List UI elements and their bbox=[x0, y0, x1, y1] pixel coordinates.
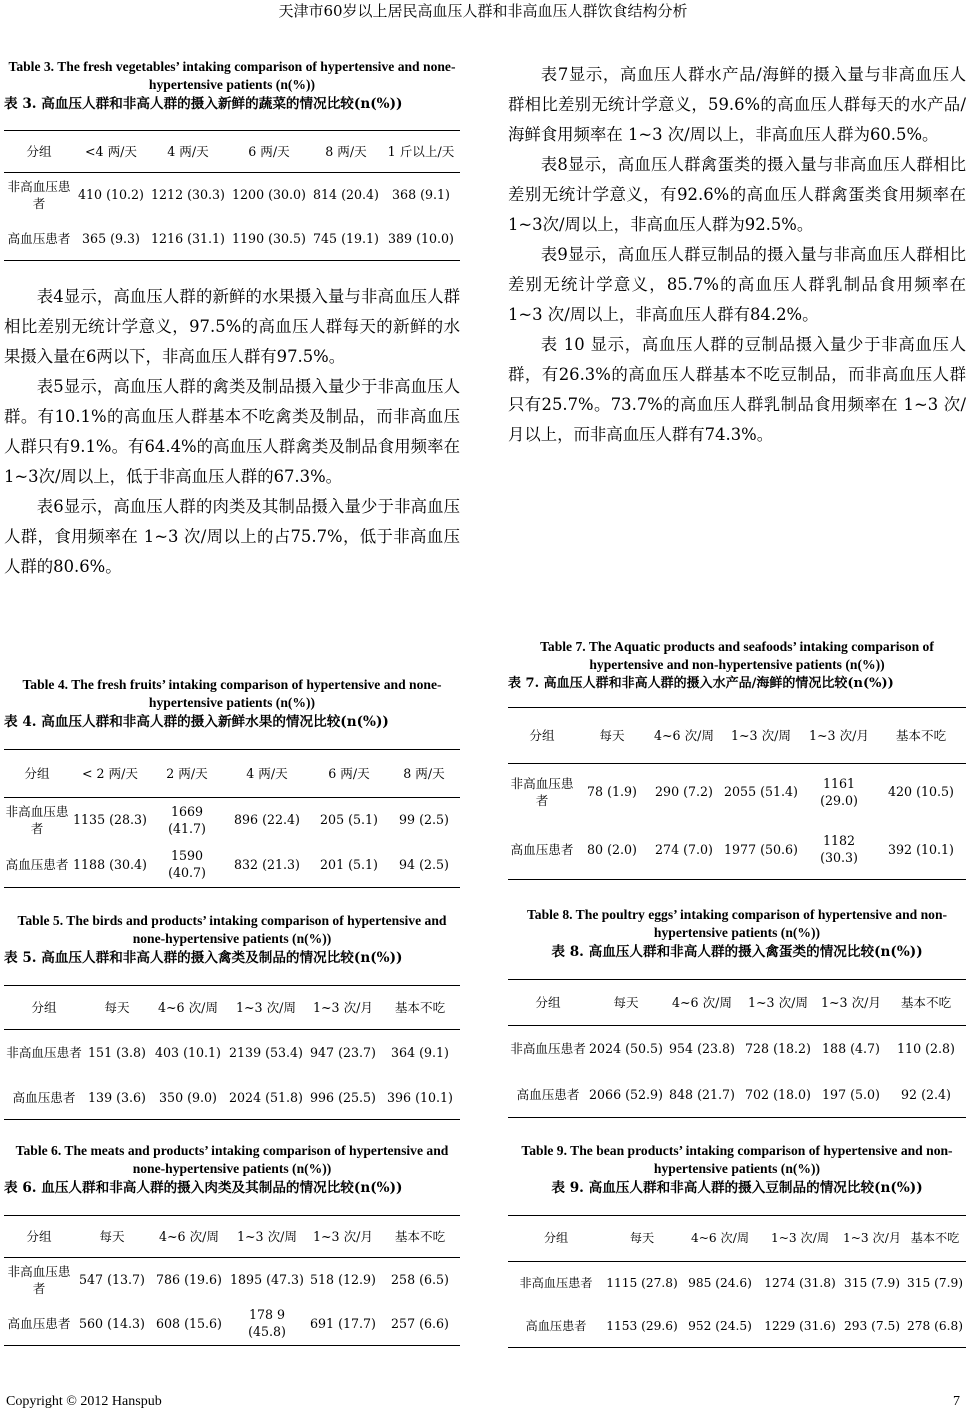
data-table bbox=[4, 130, 460, 261]
value-cell: 1590 (40.7) bbox=[168, 848, 206, 881]
value-cell: 315 (7.9) bbox=[906, 1276, 964, 1291]
value-cell: 99 (2.5) bbox=[399, 812, 449, 828]
group-cell: 非高血压患者 bbox=[6, 1045, 82, 1061]
table-caption-en: Table 5. The birds and products’ intaking comparison of hypertensive and none-hypertensive patients (n(%)) bbox=[17, 913, 447, 946]
column-header: 6 两/天 bbox=[248, 144, 290, 159]
data-table bbox=[4, 985, 460, 1120]
value-cell: 80 (2.0) bbox=[587, 841, 637, 857]
column-header: 4~6 次/周 bbox=[158, 1229, 219, 1244]
value-cell: 188 (4.7) bbox=[822, 1041, 880, 1057]
column-header: <4 两/天 bbox=[85, 144, 137, 159]
column-header: 分组 bbox=[529, 728, 555, 743]
value-cell: 368 (9.1) bbox=[392, 187, 450, 203]
column-header: 4~6 次/周 bbox=[671, 995, 732, 1010]
value-cell: 1216 (31.1) bbox=[151, 230, 225, 246]
paragraph: 表4显示，高血压人群的新鲜的水果摄入量与非高血压人群相比差别无统计学意义，97.5%的高血压人群每天的新鲜的水果摄入量在6两以下，非高血压人群有97.5%。 bbox=[4, 287, 460, 366]
paragraph: 表6显示，高血压人群的肉类及其制品摄入量少于非高血压人群，食用频率在 1~3 次/周以上的占75.7%，低于非高血压人群的80.6%。 bbox=[4, 497, 460, 576]
group-cell: 高血压患者 bbox=[12, 1089, 76, 1105]
value-cell: 389 (10.0) bbox=[388, 230, 454, 246]
value-cell: 197 (5.0) bbox=[822, 1086, 880, 1102]
table-caption-en: Table 8. The poultry eggs’ intaking comparison of hypertensive and non-hypertensive patients (n(%)) bbox=[526, 907, 948, 940]
value-cell: 1161 (29.0) bbox=[820, 775, 858, 808]
group-cell: 高血压患者 bbox=[7, 1315, 71, 1331]
value-cell: 608 (15.6) bbox=[156, 1315, 222, 1331]
table-caption-en: Table 9. The bean products’ intaking comparison of hypertensive and non-hypertensive patients (n(%)) bbox=[521, 1143, 953, 1176]
data-table bbox=[508, 1215, 966, 1348]
column-header: 基本不吃 bbox=[394, 1000, 446, 1015]
table-row bbox=[508, 1262, 966, 1306]
value-cell: 1115 (27.8) bbox=[606, 1276, 678, 1291]
table-caption-zh: 表 4. 高血压人群和非高人群的摄入新鲜水果的情况比较(n(%)) bbox=[4, 714, 389, 730]
column-header: 6 两/天 bbox=[328, 766, 370, 781]
value-cell: 315 (7.9) bbox=[843, 1276, 901, 1291]
table-row bbox=[508, 764, 966, 820]
value-cell: 78 (1.9) bbox=[587, 784, 637, 800]
value-cell: 1182 (30.3) bbox=[820, 833, 858, 866]
value-cell: 560 (14.3) bbox=[79, 1315, 145, 1331]
value-cell: 396 (10.1) bbox=[387, 1089, 453, 1105]
group-cell: 非高血压患者 bbox=[510, 1041, 586, 1057]
table-caption-en: Table 7. The Aquatic products and seafoods’ intaking comparison of hypertensive and non-hypertensive patients (n(%)) bbox=[540, 639, 934, 672]
value-cell: 2055 (51.4) bbox=[724, 784, 798, 800]
value-cell: 274 (7.0) bbox=[655, 841, 713, 857]
column-header: 分组 bbox=[26, 144, 52, 159]
table-row bbox=[508, 820, 966, 880]
table-row bbox=[4, 217, 460, 261]
table-row bbox=[508, 1306, 966, 1348]
value-cell: 1200 (30.0) bbox=[232, 187, 306, 203]
group-cell: 高血压患者 bbox=[516, 1086, 580, 1102]
value-cell: 952 (24.5) bbox=[688, 1318, 752, 1333]
column-header: 1~3 次/月 bbox=[820, 995, 881, 1010]
column-header: 基本不吃 bbox=[895, 728, 947, 743]
column-header: 基本不吃 bbox=[900, 995, 952, 1010]
table-caption-zh: 表 7. 高血压人群和非高人群的摄入水产品/海鲜的情况比较(n(%)) bbox=[508, 676, 894, 691]
value-cell: 205 (5.1) bbox=[320, 812, 378, 828]
value-cell: 1212 (30.3) bbox=[151, 187, 225, 203]
value-cell: 278 (6.8) bbox=[906, 1318, 964, 1333]
page-number: 7 bbox=[953, 1394, 960, 1409]
column-header: 1~3 次/周 bbox=[235, 1000, 296, 1015]
value-cell: 728 (18.2) bbox=[745, 1041, 811, 1057]
column-header: 1~3 次/周 bbox=[730, 728, 791, 743]
value-cell: 110 (2.8) bbox=[897, 1041, 955, 1057]
table-caption-zh: 表 9. 高血压人群和非高人群的摄入豆制品的情况比较(n(%)) bbox=[551, 1180, 923, 1196]
value-cell: 832 (21.3) bbox=[234, 856, 300, 872]
table-caption-zh: 表 5. 高血压人群和非高人群的摄入禽类及制品的情况比较(n(%)) bbox=[4, 950, 403, 966]
value-cell: 2066 (52.9) bbox=[589, 1086, 663, 1102]
column-header: 1~3 次/周 bbox=[747, 995, 808, 1010]
value-cell: 1188 (30.4) bbox=[73, 856, 147, 872]
value-cell: 985 (24.6) bbox=[688, 1276, 752, 1291]
column-header: 分组 bbox=[24, 766, 50, 781]
column-header: 4~6 次/周 bbox=[157, 1000, 218, 1015]
group-cell: 高血压患者 bbox=[5, 856, 69, 872]
data-table bbox=[508, 979, 966, 1118]
column-header: 基本不吃 bbox=[910, 1231, 960, 1245]
value-cell: 151 (3.8) bbox=[88, 1045, 146, 1061]
group-cell: 高血压患者 bbox=[525, 1318, 587, 1333]
column-header: 每天 bbox=[629, 1231, 655, 1245]
value-cell: 139 (3.6) bbox=[88, 1089, 146, 1105]
value-cell: 201 (5.1) bbox=[320, 856, 378, 872]
column-header: 分组 bbox=[535, 995, 561, 1010]
table-caption-en: Table 3. The fresh vegetables’ intaking comparison of hypertensive and none-hypertensive patients (n(%)) bbox=[8, 59, 456, 92]
column-header: 4 两/天 bbox=[246, 766, 288, 781]
table-row bbox=[508, 1026, 966, 1072]
copyright-notice: Copyright © 2012 Hanspub bbox=[6, 1394, 162, 1409]
value-cell: 92 (2.4) bbox=[901, 1086, 951, 1102]
value-cell: 1153 (29.6) bbox=[606, 1318, 678, 1333]
table-row bbox=[4, 1302, 460, 1346]
column-header: 1~3 次/月 bbox=[808, 728, 869, 743]
value-cell: 392 (10.1) bbox=[888, 841, 954, 857]
table-caption-zh: 表 8. 高血压人群和非高人群的摄入禽蛋类的情况比较(n(%)) bbox=[551, 944, 923, 960]
value-cell: 2024 (50.5) bbox=[589, 1041, 663, 1057]
table-6-block bbox=[4, 1142, 460, 1346]
column-header: 1 斤以上/天 bbox=[387, 144, 455, 159]
column-header: 4~6 次/周 bbox=[690, 1231, 750, 1245]
column-header: 4~6 次/周 bbox=[653, 728, 714, 743]
value-cell: 947 (23.7) bbox=[310, 1045, 376, 1061]
value-cell: 1977 (50.6) bbox=[724, 841, 798, 857]
value-cell: 954 (23.8) bbox=[669, 1041, 735, 1057]
value-cell: 2024 (51.8) bbox=[229, 1089, 303, 1105]
value-cell: 1135 (28.3) bbox=[73, 812, 147, 828]
value-cell: 257 (6.6) bbox=[391, 1315, 449, 1331]
table-row bbox=[4, 798, 460, 842]
value-cell: 258 (6.5) bbox=[391, 1272, 449, 1288]
column-header: 8 两/天 bbox=[403, 766, 445, 781]
value-cell: 293 (7.5) bbox=[843, 1318, 901, 1333]
column-header: 1~3 次/周 bbox=[236, 1229, 297, 1244]
table-caption-en: Table 6. The meats and products’ intaking comparison of hypertensive and none-hypertensive patients (n(%)) bbox=[15, 1143, 449, 1176]
column-header: 分组 bbox=[31, 1000, 57, 1015]
paragraph: 表5显示，高血压人群的禽类及制品摄入量少于非高血压人群。有10.1%的高血压人群基本不吃禽类及制品，而非高血压人群只有9.1%。有64.4%的高血压人群禽类及制品食用频率在1~3次/周以上，低于非高血压人群的67.3%。 bbox=[4, 377, 460, 486]
value-cell: 403 (10.1) bbox=[155, 1045, 221, 1061]
paragraph: 表7显示，高血压人群水产品/海鲜的摄入量与非高血压人群相比差别无统计学意义，59.6%的高血压人群每天的水产品/海鲜食用频率在 1~3 次/周以上，非高血压人群为60.5%。 bbox=[508, 65, 966, 144]
value-cell: 786 (19.6) bbox=[156, 1272, 222, 1288]
table-9-block bbox=[508, 1142, 966, 1348]
value-cell: 745 (19.1) bbox=[313, 230, 379, 246]
left-body-text bbox=[4, 282, 460, 582]
data-table bbox=[508, 707, 966, 880]
paragraph: 表9显示，高血压人群豆制品的摄入量与非高血压人群相比差别无统计学意义，85.7%的高血压人群乳制品食用频率在 1~3 次/周以上，非高血压人群有84.2%。 bbox=[508, 245, 966, 324]
table-caption-zh: 表 3. 高血压人群和非高人群的摄入新鲜的蔬菜的情况比较(n(%)) bbox=[4, 96, 403, 112]
table-4-block bbox=[4, 676, 460, 888]
right-body-text bbox=[508, 60, 966, 450]
column-header: 1~3 次/月 bbox=[312, 1000, 373, 1015]
value-cell: 290 (7.2) bbox=[655, 784, 713, 800]
table-5-block bbox=[4, 912, 460, 1120]
value-cell: 814 (20.4) bbox=[313, 187, 379, 203]
value-cell: 1190 (30.5) bbox=[232, 230, 306, 246]
group-cell: 非高血压患者 bbox=[5, 803, 69, 836]
table-row bbox=[4, 1258, 460, 1302]
column-header: 每天 bbox=[99, 1229, 125, 1244]
paragraph: 表8显示，高血压人群禽蛋类的摄入量与非高血压人群相比差别无统计学意义，有92.6%的高血压人群禽蛋类食用频率在1~3次/周以上，非高血压人群为92.5%。 bbox=[508, 155, 966, 234]
value-cell: 350 (9.0) bbox=[159, 1089, 217, 1105]
group-cell: 高血压患者 bbox=[510, 841, 574, 857]
group-cell: 非高血压患者 bbox=[7, 178, 71, 211]
data-table bbox=[4, 1215, 460, 1346]
value-cell: 364 (9.1) bbox=[391, 1045, 449, 1061]
value-cell: 996 (25.5) bbox=[310, 1089, 376, 1105]
table-row bbox=[4, 173, 460, 217]
table-7-block bbox=[508, 638, 966, 880]
table-3-block bbox=[4, 58, 460, 261]
column-header: 1~3 次/月 bbox=[842, 1231, 902, 1245]
group-cell: 非高血压患者 bbox=[519, 1276, 593, 1291]
column-header: 1~3 次/周 bbox=[770, 1231, 830, 1245]
value-cell: 1229 (31.6) bbox=[764, 1318, 836, 1333]
value-cell: 547 (13.7) bbox=[79, 1272, 145, 1288]
column-header: 2 两/天 bbox=[166, 766, 208, 781]
data-table bbox=[4, 749, 460, 888]
table-row bbox=[4, 842, 460, 888]
value-cell: 2139 (53.4) bbox=[229, 1045, 303, 1061]
value-cell: 420 (10.5) bbox=[888, 784, 954, 800]
value-cell: 848 (21.7) bbox=[669, 1086, 735, 1102]
table-caption-zh: 表 6. 血压人群和非高人群的摄入肉类及其制品的情况比较(n(%)) bbox=[4, 1180, 403, 1196]
value-cell: 365 (9.3) bbox=[82, 230, 140, 246]
running-title: 天津市60岁以上居民高血压人群和非高血压人群饮食结构分析 bbox=[278, 2, 688, 20]
column-header: 每天 bbox=[104, 1000, 130, 1015]
column-header: 每天 bbox=[613, 995, 639, 1010]
column-header: 4 两/天 bbox=[167, 144, 209, 159]
column-header: 8 两/天 bbox=[325, 144, 367, 159]
column-header: < 2 两/天 bbox=[81, 766, 138, 781]
value-cell: 518 (12.9) bbox=[310, 1272, 376, 1288]
value-cell: 702 (18.0) bbox=[745, 1086, 811, 1102]
table-caption-en: Table 4. The fresh fruits’ intaking comparison of hypertensive and none-hypertensive patients (n(%)) bbox=[22, 677, 442, 710]
column-header: 每天 bbox=[599, 728, 625, 743]
value-cell: 1895 (47.3) bbox=[230, 1272, 304, 1288]
column-header: 分组 bbox=[543, 1231, 569, 1245]
table-row bbox=[508, 1072, 966, 1118]
table-row bbox=[4, 1030, 460, 1076]
group-cell: 高血压患者 bbox=[7, 230, 71, 246]
paragraph: 表 10 显示，高血压人群的豆制品摄入量少于非高血压人群，有26.3%的高血压人群基本不吃豆制品，而非高血压人群只有25.7%。73.7%的高血压人群乳制品食用频率在 1~3 次/月以上，而非高血压人群有74.3%。 bbox=[508, 335, 966, 444]
table-8-block bbox=[508, 906, 966, 1118]
group-cell: 非高血压患者 bbox=[510, 775, 574, 808]
value-cell: 94 (2.5) bbox=[399, 856, 449, 872]
value-cell: 691 (17.7) bbox=[310, 1315, 376, 1331]
value-cell: 410 (10.2) bbox=[78, 187, 144, 203]
value-cell: 178 9 (45.8) bbox=[248, 1307, 286, 1340]
column-header: 基本不吃 bbox=[394, 1229, 446, 1244]
column-header: 分组 bbox=[26, 1229, 52, 1244]
column-header: 1~3 次/月 bbox=[312, 1229, 373, 1244]
value-cell: 896 (22.4) bbox=[234, 812, 300, 828]
value-cell: 1669 (41.7) bbox=[168, 803, 206, 836]
value-cell: 1274 (31.8) bbox=[764, 1276, 836, 1291]
table-row bbox=[4, 1076, 460, 1120]
group-cell: 非高血压患者 bbox=[7, 1263, 71, 1296]
